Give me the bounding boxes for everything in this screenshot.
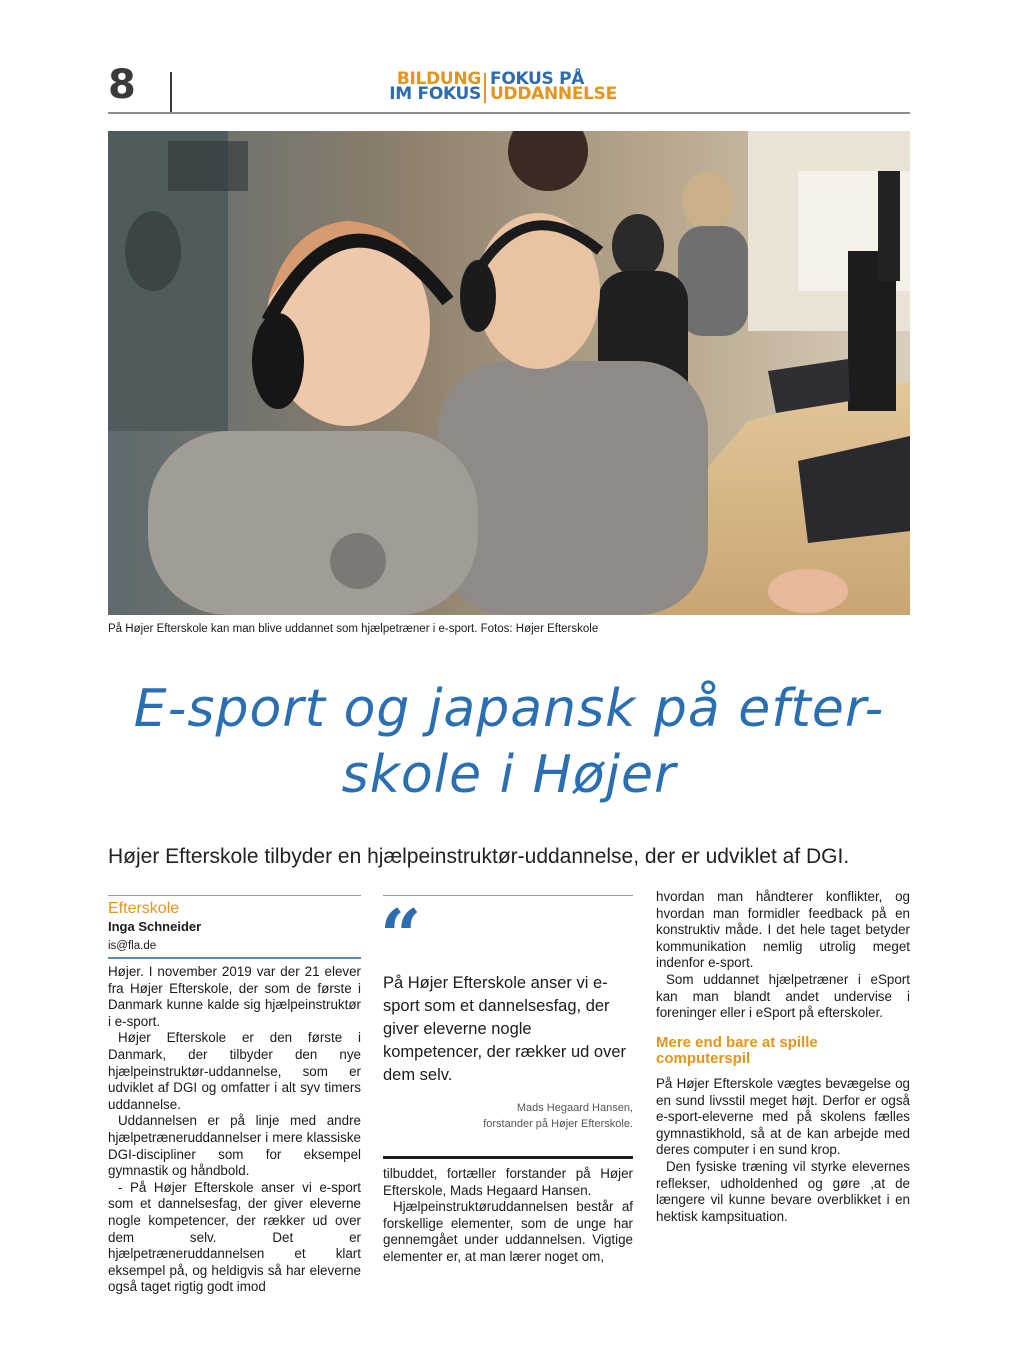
column3-body-bottom xyxy=(656,1076,910,1225)
column1-paragraph: Højer. I november 2019 var der 21 elever fra Højer Efterskole, der som de første i Danmark kunne kalde sig hjælpeinstruktør i e-sport. xyxy=(108,964,361,1029)
column1-top-rule xyxy=(108,895,361,896)
headline-line1: E-sport og japansk på efter- xyxy=(133,679,885,739)
article-subheading: Mere end bare at spille computerspil xyxy=(656,1034,818,1067)
article-lead: Højer Efterskole tilbyder en hjælpeinstruktør-uddannelse, der er udviklet af DGI. xyxy=(108,845,850,868)
column3-paragraph: Den fysiske træning vil styrke elevernes reflekser, udholdenhed og gøre ,at de længere vil kunne bevare overblikket i en hektisk kampsituation. xyxy=(656,1158,910,1224)
header-rule xyxy=(108,112,910,114)
column1-paragraph: Højer Efterskole er den første i Danmark, der tilbyder den nye hjælpeinstruktør-uddannelse, som er udviklet af DGI og omfatter i alt syv timers uddannelse. xyxy=(108,1030,361,1112)
column3-paragraph: hvordan man håndterer konflikter, og hvordan man formidler feedback på en konstruktiv måde. I det hele taget betyder kommunikation nemlig utrolig meget indenfor e-sport. xyxy=(656,889,910,971)
header-separator xyxy=(170,72,172,112)
column3-paragraph: Som uddannet hjælpetræner i eSport kan man blandt andet undervise i foreninger eller i eSport på efterskoler. xyxy=(656,971,910,1021)
masthead-danish xyxy=(490,69,650,104)
column2-body xyxy=(383,1166,633,1266)
masthead-de-line2: IM FOKUS xyxy=(389,84,481,104)
column1-paragraph: Uddannelsen er på linje med andre hjælpetræneruddannelser i mere klassiske DGI-discipliner som for eksempel gymnastik og håndbold. xyxy=(108,1113,361,1179)
quote-bottom-rule xyxy=(383,1156,633,1159)
section-label: Efterskole xyxy=(108,900,180,917)
author-email[interactable]: is@fla.de xyxy=(108,940,157,952)
column3-paragraph: På Højer Efterskole vægtes bevægelse og en sund livsstil meget højt. Derfor er også e-sport-eleverne med på skolens fælles gymnastikhold, så at de kan arbejde med deres computer i en sund krop. xyxy=(656,1076,910,1158)
masthead-dk-line1: FOKUS PÅ xyxy=(490,69,585,89)
masthead-german xyxy=(365,69,481,104)
headline-line2: skole i Højer xyxy=(341,745,677,805)
article-headline xyxy=(108,676,910,808)
column3-body-top xyxy=(656,889,910,1022)
column1-body xyxy=(108,964,361,1296)
byline-rule xyxy=(108,957,361,959)
pull-quote: På Højer Efterskole anser vi e-sport som et dannelsesfag, der giver eleverne nogle kompetencer, der rækker ud over dem selv. xyxy=(383,974,627,1084)
quote-attribution xyxy=(383,1100,633,1132)
esport-photo-illustration xyxy=(108,131,910,615)
column2-paragraph: tilbuddet, fortæller forstander på Højer Efterskole, Mads Hegaard Hansen. xyxy=(383,1166,633,1198)
column1-paragraph: - På Højer Efterskole anser vi e-sport som et dannelsesfag, der giver eleverne nogle kompetencer, der rækker ud over dem selv. Det er hjælpetræneruddannelsen et klart eksempel på, og heldigvis så har eleverne også taget rigtig godt imod xyxy=(108,1179,361,1295)
photo-caption: På Højer Efterskole kan man blive uddannet som hjælpetræner i e-sport. Fotos: Højer Efterskole xyxy=(108,623,599,635)
quote-mark-icon: “ xyxy=(380,893,422,978)
page-number: 8 xyxy=(108,62,136,108)
masthead-dk-line2: UDDANNELSE xyxy=(490,84,617,104)
masthead-divider xyxy=(484,73,486,103)
quote-attribution-role: forstander på Højer Efterskole. xyxy=(483,1118,633,1130)
masthead-de-line1: BILDUNG xyxy=(396,69,481,89)
quote-attribution-name: Mads Hegaard Hansen, xyxy=(516,1102,633,1114)
author-name: Inga Schneider xyxy=(108,919,202,934)
article-photo xyxy=(108,131,910,615)
column2-paragraph: Hjælpeinstruktøruddannelsen består af forskellige elementer, som de unge har gennemgået under uddannelsen. Vigtige elementer er, at man lærer noget om, xyxy=(383,1199,633,1264)
